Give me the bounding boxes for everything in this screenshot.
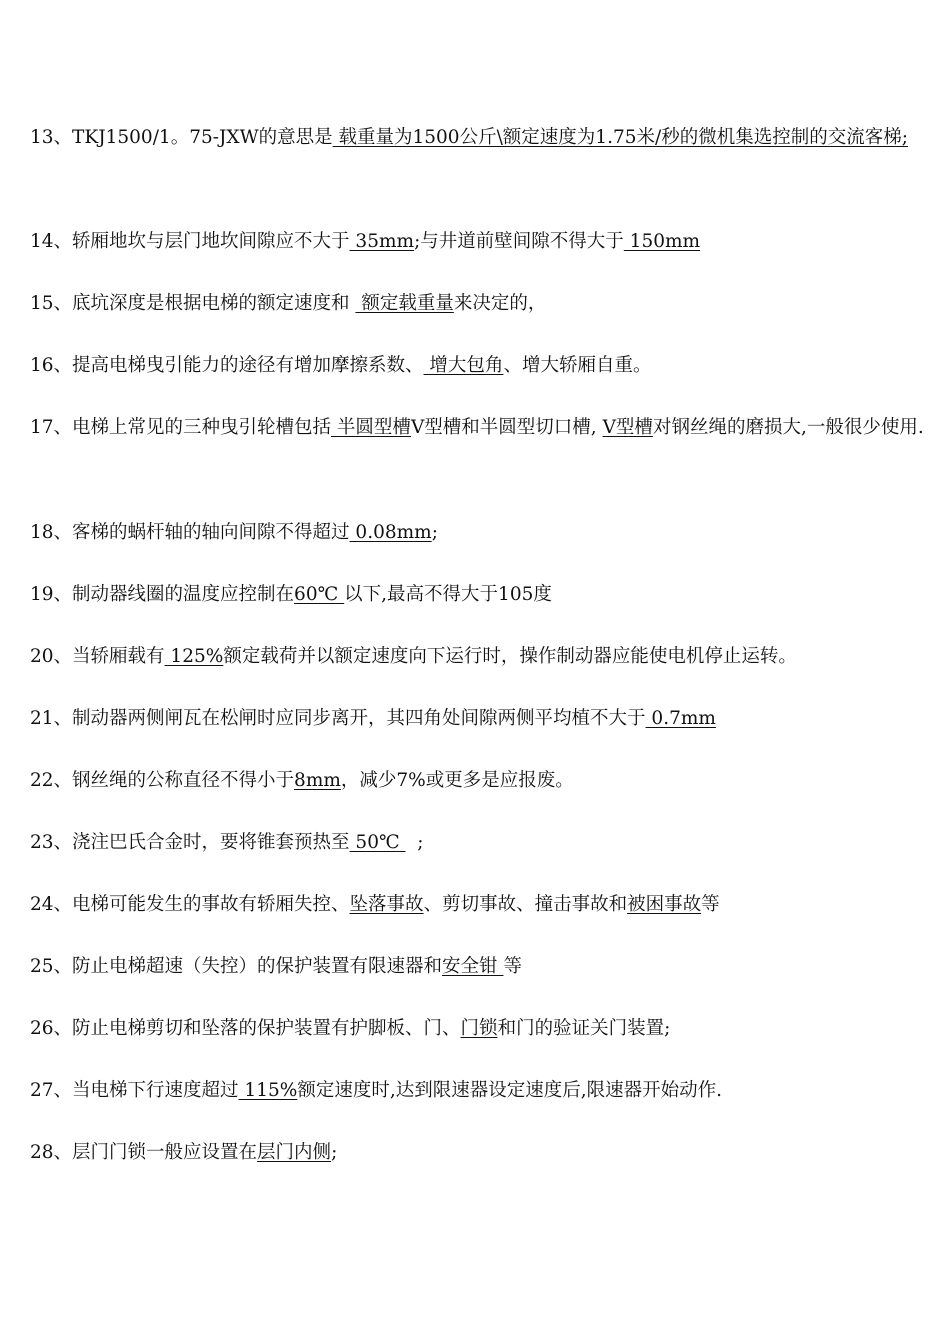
question-text: 22、钢丝绳的公称直径不得小于: [30, 770, 295, 791]
answer-underlined: 坠落事故: [349, 894, 424, 915]
question-text: 来决定的，: [453, 293, 547, 314]
question-23: [30, 821, 935, 865]
question-24: [30, 883, 935, 927]
question-13: [30, 116, 935, 160]
question-22: [30, 759, 935, 803]
question-text: 13、TKJ1500/1。75-JXW的意思是: [30, 127, 333, 148]
question-text: 27、当电梯下行速度超过: [30, 1080, 239, 1101]
question-text: 20、当轿厢载有: [30, 646, 165, 667]
answer-underlined: 半圆型槽: [331, 417, 411, 438]
question-text: 19、制动器线圈的温度应控制在: [30, 584, 295, 605]
answer-underlined: 115%: [238, 1080, 298, 1101]
question-text: 、增大轿厢自重。: [503, 355, 652, 376]
question-text: 对钢丝绳的磨损大,一般很少使用.: [652, 417, 924, 438]
answer-underlined: 0.08mm: [349, 522, 432, 543]
question-text: 28、层门门锁一般应设置在: [30, 1142, 258, 1163]
question-text: 26、防止电梯剪切和坠落的保护装置有护脚板、门、: [30, 1018, 461, 1039]
question-text: ;: [431, 522, 438, 543]
answer-underlined: 层门内侧: [257, 1142, 332, 1163]
question-text: ，减少7%或更多是应报废。: [340, 770, 574, 791]
question-15: [30, 282, 935, 326]
question-text: 等: [503, 956, 522, 977]
question-text: ;: [331, 1142, 338, 1163]
answer-underlined: 额定载重量: [355, 293, 454, 314]
question-text: 、剪切事故、撞击事故和: [423, 894, 628, 915]
question-text: 和门的验证关门装置;: [497, 1018, 671, 1039]
answer-underlined: 增大包角: [423, 355, 504, 376]
question-text: ;: [405, 832, 424, 853]
question-text: 25、防止电梯超速（失控）的保护装置有限速器和: [30, 956, 443, 977]
question-16: [30, 344, 935, 388]
question-14: [30, 220, 935, 264]
answer-underlined: 0.7mm: [645, 708, 716, 729]
answer-underlined: 50℃: [349, 832, 406, 853]
question-20: [30, 635, 935, 679]
question-text: 额定速度时,达到限速器设定速度后,限速器开始动作.: [297, 1080, 722, 1101]
question-19: [30, 573, 935, 617]
answer-underlined: 125%: [164, 646, 224, 667]
answer-underlined: 35mm: [349, 231, 415, 252]
answer-underlined: 安全钳: [442, 956, 504, 977]
answer-underlined: 60℃: [294, 584, 345, 605]
answer-underlined: 8mm: [294, 770, 341, 791]
question-text: 24、电梯可能发生的事故有轿厢失控、: [30, 894, 350, 915]
question-27: [30, 1069, 935, 1113]
question-28: [30, 1131, 935, 1175]
answer-underlined: V型槽: [602, 417, 653, 438]
question-text: 17、电梯上常见的三种曳引轮槽包括: [30, 417, 332, 438]
answer-underlined: 被困事故: [627, 894, 702, 915]
question-18: [30, 511, 935, 555]
answer-underlined: 载重量为1500公斤\额定速度为1.75米/秒的微机集选控制的交流客梯;: [332, 127, 908, 148]
question-text: 23、浇注巴氏合金时，要将锥套预热至: [30, 832, 350, 853]
question-text: 以下,最高不得大于105度: [344, 584, 552, 605]
question-text: 额定载荷并以额定速度向下运行时，操作制动器应能使电机停止运转。: [223, 646, 797, 667]
answer-underlined: 门锁: [460, 1018, 498, 1039]
answer-underlined: 150mm: [623, 231, 701, 252]
question-text: 16、提高电梯曳引能力的途径有增加摩擦系数、: [30, 355, 424, 376]
question-text: 21、制动器两侧闸瓦在松闸时应同步离开，其四角处间隙两侧平均植不大于: [30, 708, 646, 729]
question-26: [30, 1007, 935, 1051]
question-25: [30, 945, 935, 989]
question-text: V型槽和半圆型切口槽,: [410, 417, 603, 438]
question-17: [30, 406, 935, 450]
question-text: ;与井道前壁间隙不得大于: [414, 231, 624, 252]
question-text: 15、底坑深度是根据电梯的额定速度和: [30, 293, 356, 314]
question-text: 18、客梯的蜗杆轴的轴向间隙不得超过: [30, 522, 350, 543]
question-text: 等: [701, 894, 720, 915]
question-21: [30, 697, 935, 741]
question-text: 14、轿厢地坎与层门地坎间隙应不大于: [30, 231, 350, 252]
